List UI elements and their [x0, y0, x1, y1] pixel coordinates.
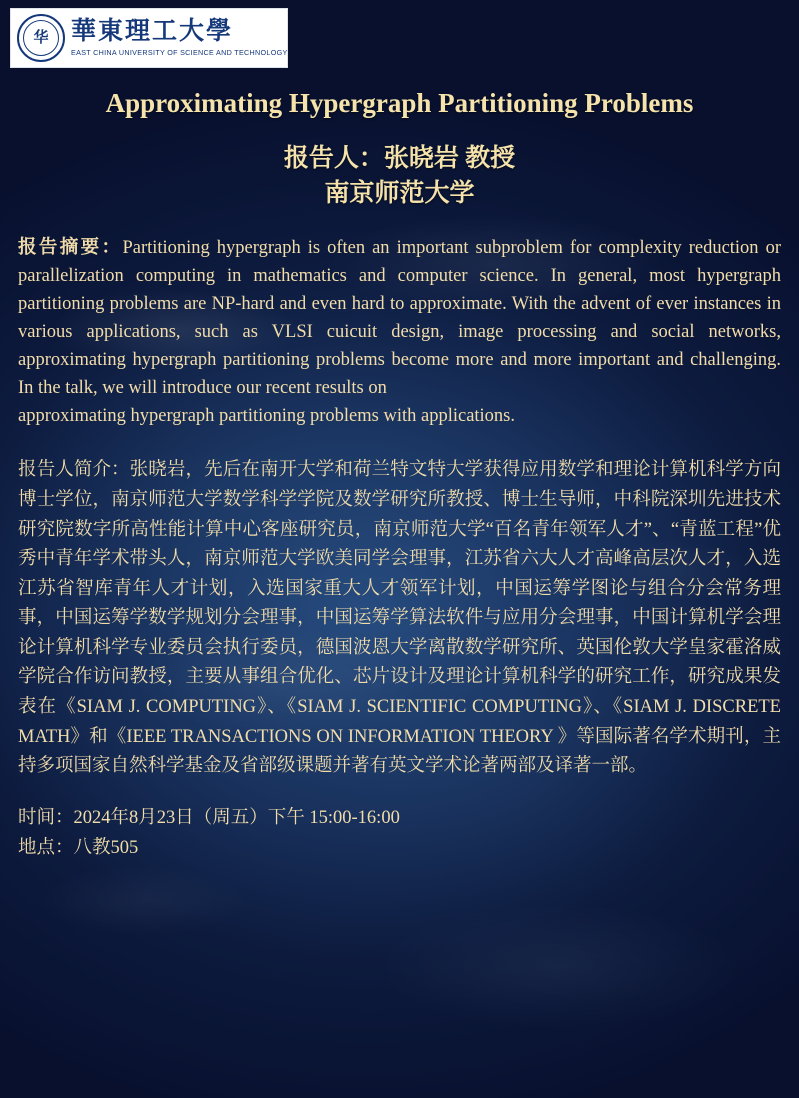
- event-time: 时间：2024年8月23日（周五）下午 15:00-16:00: [18, 807, 400, 828]
- logistics-section: [14, 804, 785, 874]
- abstract-tail: approximating hypergraph partitioning problems with applications.: [18, 406, 516, 427]
- bio-label: 报告人简介：: [18, 460, 130, 481]
- event-location: 地点：八教505: [18, 837, 139, 858]
- talk-title: Approximating Hypergraph Partitioning Problems: [105, 88, 694, 118]
- abstract-body: Partitioning hypergraph is often an important subproblem for complexity reduction or parallelization computing in mathematics and computer science. In general, most hypergraph partitioning problems are NP-hard and even hard to approximate. With the advent of ever instances in various applications, such as VLSI cuicuit design, image processing and social networks, approximating hypergraph partitioning problems become more and more important and challenging. In the talk, we will introduce our recent results on: [18, 237, 781, 399]
- university-name-en: EAST CHINA UNIVERSITY OF SCIENCE AND TECHNOLOGY: [71, 47, 288, 57]
- bio-body: 张晓岩，先后在南开大学和荷兰特文特大学获得应用数学和理论计算机科学方向博士学位，南京师范大学数学科学学院及数学研究所教授、博士生导师，中科院深圳先进技术研究院数字所高性能计算中心客座研究员，南京师范大学“百名青年领军人才”、“青蓝工程”优秀中青年学术带头人，南京师范大学欧美同学会理事，江苏省六大人才高峰高层次人才，入选江苏省智库青年人才计划，入选国家重大人才领军计划，中国运筹学图论与组合分会常务理事，中国运筹学数学规划分会理事，中国运筹学算法软件与应用分会理事，中国计算机学会理论计算机科学专业委员会执行委员，德国波恩大学离散数学研究所、英国伦敦大学皇家霍洛威学院合作访问教授，主要从事组合优化、芯片设计及理论计算机科学的研究工作，研究成果发表在《SIAM J. COMPUTING》、《SIAM J. SCIENTIFIC COMPUTING》、《SIAM J. DISCRETE MATH》和《IEEE TRANSACTIONS ON INFORMATION THEORY 》等国际著名学术期刊，主持多项国家自然科学基金及省部级课题并著有英文学术论著两部及译著一部。: [18, 460, 781, 777]
- bio-section: [14, 456, 785, 782]
- abstract-section: [14, 234, 785, 431]
- university-name-cn: 華東理工大學: [71, 18, 234, 46]
- speaker-name-line: 报告人：张晓岩 教授: [283, 144, 516, 172]
- speaker-affiliation-line: 南京师范大学: [324, 180, 475, 208]
- seal-character: 华: [33, 29, 49, 46]
- speaker-block: [14, 141, 785, 212]
- university-seal-icon: [17, 14, 65, 62]
- university-logo: [10, 8, 288, 68]
- poster-content: [0, 86, 799, 874]
- university-logo-text: [71, 19, 288, 56]
- abstract-label: 报告摘要：: [18, 237, 123, 258]
